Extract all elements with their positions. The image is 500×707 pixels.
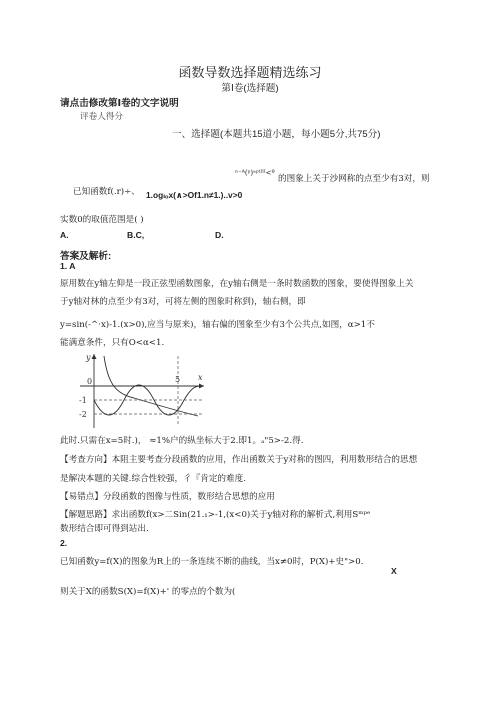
doc-title: 函数导数选择题精选练习 — [178, 65, 322, 80]
x-tick-5: 5 — [175, 375, 181, 384]
q2-line1: 已知函数y=f(X)的图象为R上的一条连续不断的曲线，当x≠0时，P(X)+史">0. — [60, 557, 364, 567]
answer-header: 答案及解析: — [60, 251, 112, 262]
error-prone-point: 【易错点】分段函数的图像与性质，数形结合思想的应用 — [60, 492, 275, 502]
solution-idea-cont: 数形结合即可得到站出. — [60, 524, 149, 534]
analysis-para1-line1: 原用数在y轴左仰是一段正弦型函数图象，在y轴右侧是一条时数函数的图象，要使得图象上关 — [60, 279, 414, 289]
volume-label: 第Ⅰ卷(选择题) — [221, 83, 279, 94]
instruction-text[interactable]: 请点击修改第Ⅰ卷的文字说明 — [60, 98, 179, 109]
q1-garbled-formula: ⁿ⁻ᴬ(ᵖ)ᵃᵖᵗᴵᴵᴵ<º — [235, 169, 275, 177]
section-heading: 一、选择题(本题共15道小题，每小题5分,共75分) — [172, 129, 381, 140]
q1-stem-prefix: 已知函数f(.r)÷、 — [73, 187, 140, 197]
origin-label: 0 — [87, 377, 93, 386]
y-axis-label: y — [86, 353, 91, 362]
analysis-para3: 此时.只需在x=5时.)， ≈1%户的纵坐标大于2.即1。ₐ"5>-2.得. — [60, 436, 304, 446]
y-tick-minus-2: -2 — [79, 410, 87, 419]
q1-formula: 1.ogₗₒx(∧>Of1.n≠1.)..v>0 — [146, 190, 243, 200]
scorer-label: 评卷人得分 — [80, 112, 123, 122]
q1-option-b: B.C, — [127, 230, 145, 240]
q1-option-a: A. — [60, 230, 69, 240]
exam-direction-cont: 是解决本题的关键.综合性较强，彳『肯定的难度. — [60, 474, 246, 484]
q1-option-d: D. — [215, 230, 224, 240]
q2-x-label: X — [391, 566, 397, 576]
analysis-para1-line2: 于y轴对林的点至少有3对，可将左侧的图象时称到)，轴右侧，即 — [60, 297, 306, 307]
function-graph — [74, 350, 210, 430]
q2-line2: 则关于X的函数S(X)=f(X)+' 的零点的个数为( — [60, 587, 236, 597]
solution-idea: 【解题思路】求出函数f(x>二Sin(21.₁>-1,(x<0)关于y轴对称的解析式,利用Sᵐᵖᵉ — [60, 510, 371, 520]
q1-stem-rest: 的图象上关于沙网称的点至少有3对，则 — [278, 174, 430, 184]
q2-number: 2. — [60, 538, 68, 548]
y-tick-minus-1: -1 — [79, 396, 87, 405]
analysis-para2-line1: y=sin(-^·x)-1.(x>0),应当与原来)，轴右偏的图象至少有3个公共点,如图，α>1不 — [60, 320, 375, 330]
y-axis-arrow — [92, 354, 97, 359]
exam-direction: 【考查方向】本阻主要考查分段函数的应用，作出函数关于y对称的图四，利用数形结合的思想 — [60, 455, 418, 465]
q1-stem-line2: 实数0的取值范围是( ) — [60, 215, 144, 225]
x-axis-label: x — [198, 373, 203, 382]
q1-answer: 1. A — [60, 261, 76, 271]
analysis-para2-line2: 能满意条件，只有O<α<1. — [60, 338, 165, 348]
